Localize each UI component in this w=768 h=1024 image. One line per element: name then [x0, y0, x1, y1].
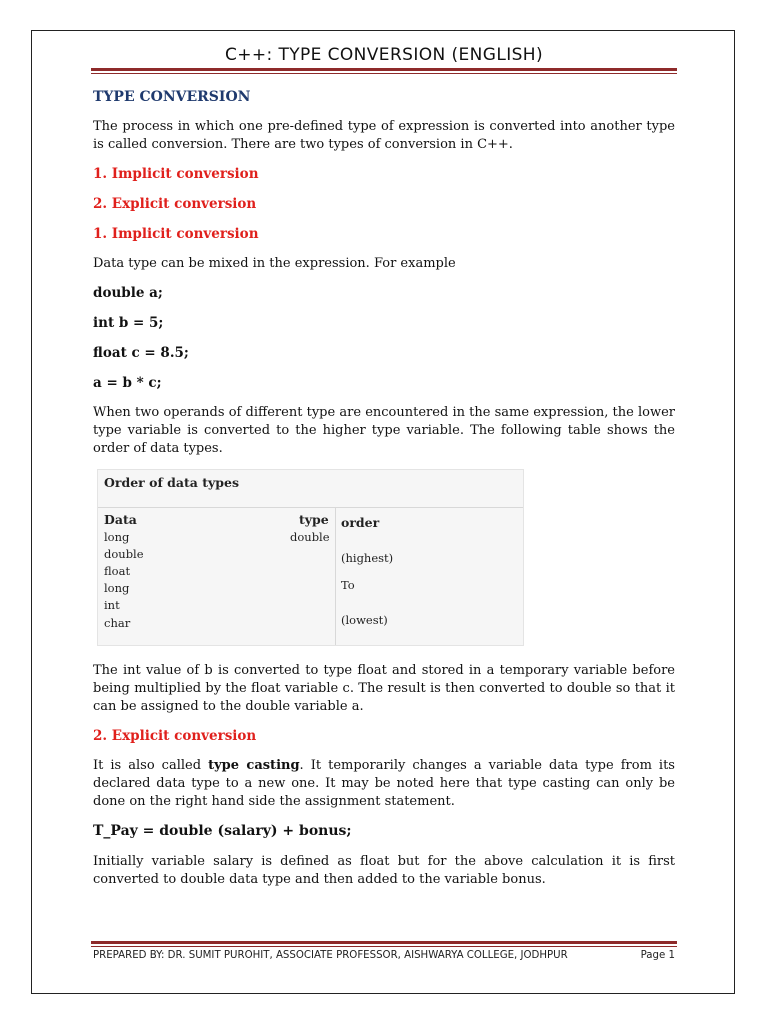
- footer-prepared-by: PREPARED BY: DR. SUMIT PUROHIT, ASSOCIATE PROFESSOR, AISHWARYA COLLEGE, JODHPUR: [93, 950, 568, 961]
- list-item-implicit: 1. Implicit conversion: [93, 166, 259, 182]
- code-line: double a;: [93, 285, 163, 301]
- table-cell-order: To: [341, 578, 355, 592]
- table-cell-type-note: double: [290, 530, 330, 544]
- data-type-order-table: [97, 469, 524, 646]
- explicit-heading: 2. Explicit conversion: [93, 728, 257, 744]
- footer-rule-thin: [91, 946, 677, 947]
- explicit-explanation: Initially variable salary is defined as float but for the above calculation it is first converted to double data type and then added to the variable bonus.: [93, 854, 675, 887]
- table-cell-data-type: double: [104, 547, 144, 561]
- implicit-explanation: When two operands of different type are encountered in the same expression, the lower type variable is converted to the higher type variable. The following table shows the order of data types.: [93, 405, 675, 456]
- header-rule-thick: [91, 68, 677, 71]
- type-casting-term: type casting: [208, 758, 300, 773]
- col-header-type: type: [299, 512, 329, 527]
- implicit-result-paragraph: The int value of b is converted to type float and stored in a temporary variable before being multiplied by the float variable c. The result is then converted to double so that it can be assigned to the double variable a.: [93, 663, 675, 714]
- explicit-paragraph: [93, 757, 675, 811]
- footer-rule-thick: [91, 941, 677, 944]
- table-caption: Order of data types: [104, 475, 240, 490]
- explicit-text-before: It is also called: [93, 758, 209, 773]
- implicit-text: Data type can be mixed in the expression. For example: [93, 256, 456, 271]
- list-item-explicit: 2. Explicit conversion: [93, 196, 257, 212]
- table-cell-data-type: long: [104, 581, 130, 595]
- explicit-text-after: . It temporarily changes a variable data type from its declared data type to a new one. It may be noted here that type casting can only be done on the right hand side the assignment statement.: [93, 758, 675, 809]
- page-number: Page 1: [640, 950, 675, 961]
- table-cell-order: (lowest): [341, 613, 388, 627]
- page-header-title: C++: TYPE CONVERSION (ENGLISH): [224, 45, 544, 65]
- intro-paragraph: The process in which one pre-defined type of expression is converted into another type is called conversion. There are two types of conversion in C++.: [93, 119, 675, 152]
- footer: [93, 950, 675, 961]
- table-cell-data-type: float: [104, 564, 131, 578]
- code-line: int b = 5;: [93, 315, 164, 331]
- explicit-code-line: T_Pay = double (salary) + bonus;: [93, 823, 352, 839]
- table-cell-data-type: char: [104, 616, 131, 630]
- implicit-heading: 1. Implicit conversion: [93, 226, 259, 242]
- table-cell-data-type: int: [104, 598, 120, 612]
- header-rule-thin: [91, 73, 677, 74]
- table-divider: [98, 507, 523, 508]
- table-cell-order: (highest): [341, 551, 394, 565]
- section-title: TYPE CONVERSION: [93, 89, 251, 105]
- col-header-data: Data: [104, 512, 137, 527]
- document-body: [93, 86, 675, 900]
- code-line: a = b * c;: [93, 375, 162, 391]
- col-header-order: order: [341, 515, 380, 530]
- table-cell-data-type: long: [104, 530, 130, 544]
- table-divider: [335, 507, 336, 645]
- code-line: float c = 8.5;: [93, 345, 189, 361]
